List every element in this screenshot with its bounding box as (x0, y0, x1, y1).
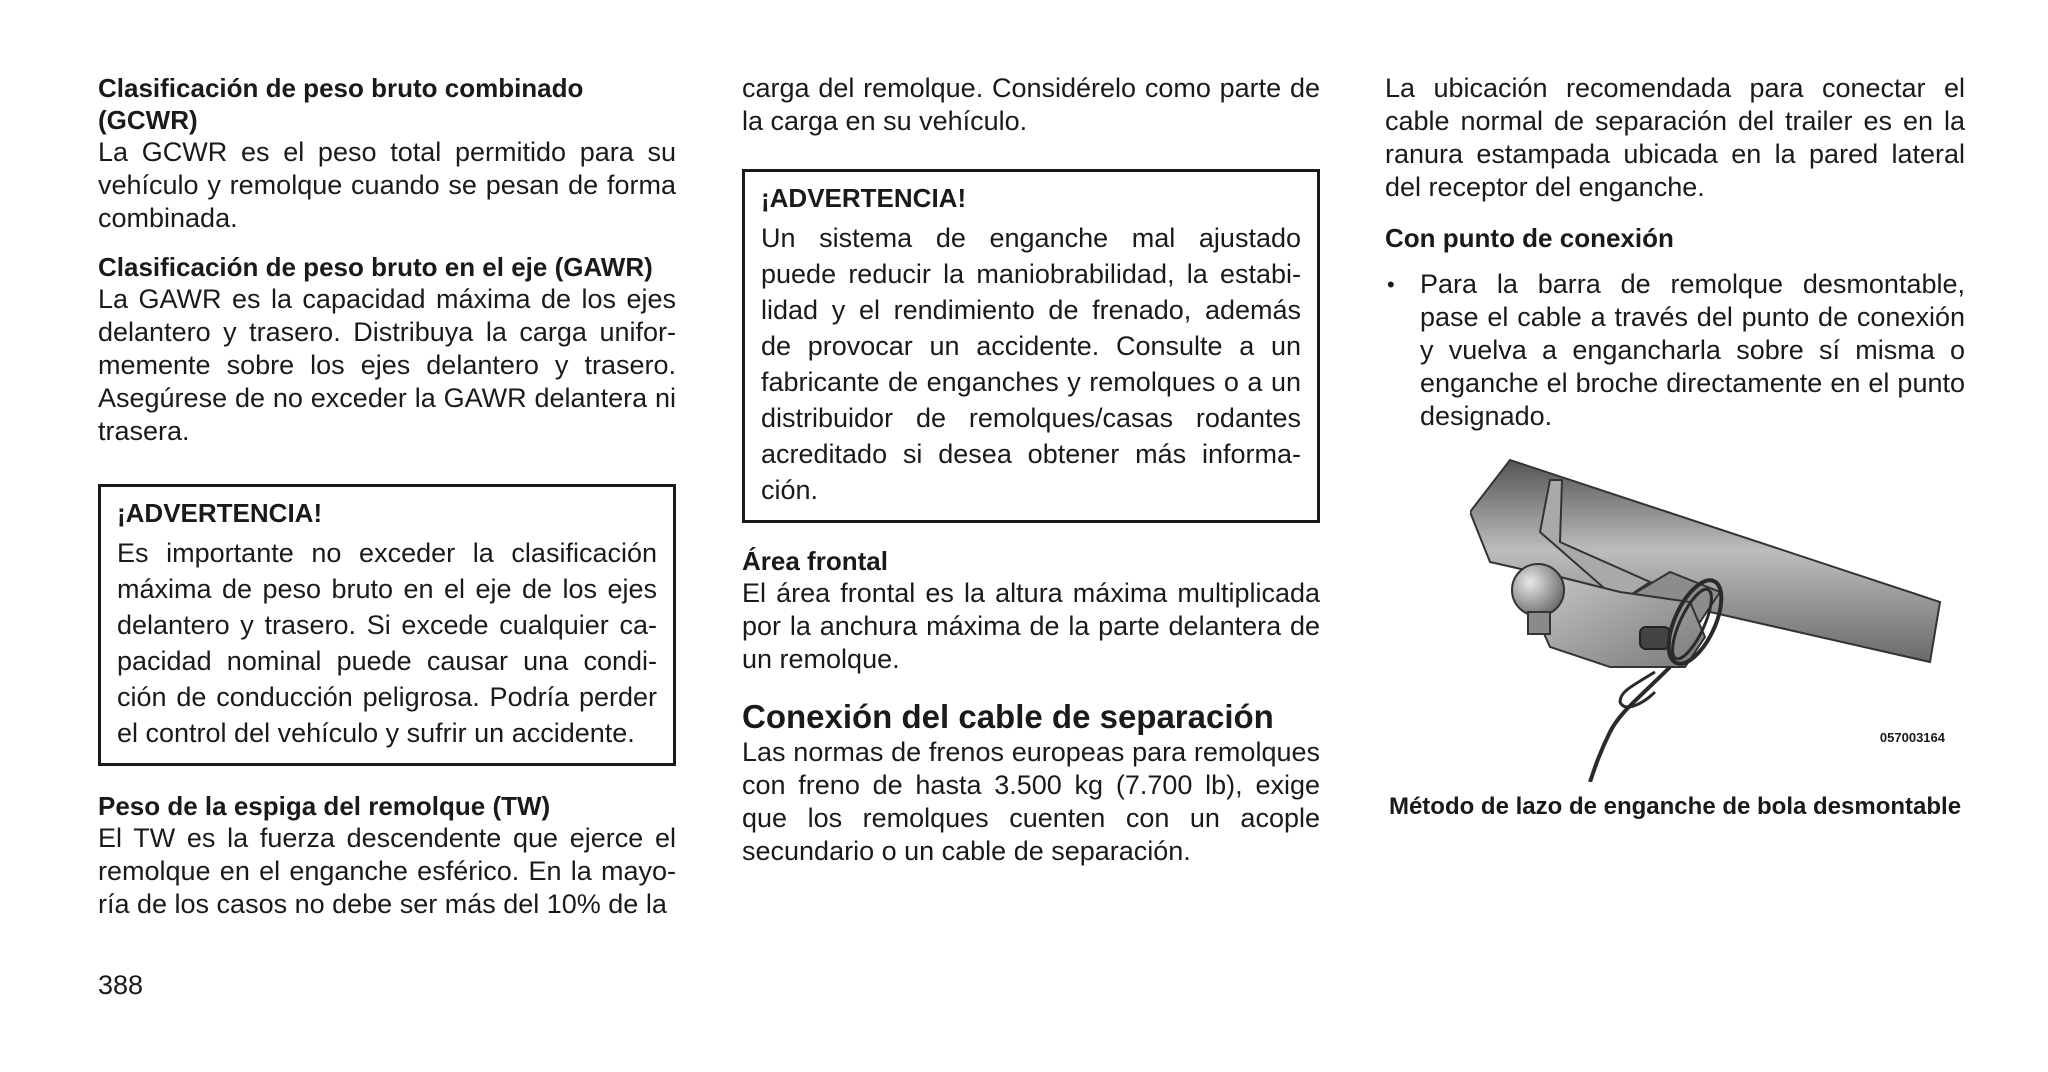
bullet-item (1385, 268, 1965, 433)
bullet-text: Para la barra de remolque desmontable, pase el cable a través del punto de conexión y vuelva a engancharla sobre sí misma o enganche el broche directamente en el punto designado. (1420, 269, 1965, 431)
page-number: 388 (98, 970, 144, 1000)
section-title: Conexión del cable de separación (742, 698, 1274, 735)
warning-box-hitch (742, 169, 1320, 523)
column-left (98, 72, 676, 921)
hitch-illustration (1470, 452, 1950, 782)
tw-paragraph: El TW es la fuerza descendente que ejerce el remolque en el enganche esférico. En la mayoría de los casos no debe ser más del 10% de la (98, 823, 676, 919)
continuation-paragraph: carga del remolque. Considérelo como parte de la carga en su vehículo. (742, 73, 1320, 136)
figure-code: 057003164 (1879, 730, 1945, 745)
figure-caption: Método de lazo de enganche de bola desmontable (1388, 793, 1962, 820)
column-right (1385, 72, 1965, 433)
gcwr-paragraph: La GCWR es el peso total permitido para su vehículo y remolque cuando se pesan de forma combinada. (98, 137, 676, 233)
warning-text: Es importante no exceder la clasificación máxima de peso bruto en el eje de los ejes delantero y trasero. Si excede cualquier capacidad nominal puede causar una condición de conducción peligrosa. Podría perder el control del vehículo y sufrir un accidente. (117, 538, 657, 748)
warning-title: ¡ADVERTENCIA! (117, 498, 323, 528)
warning-box-axle (98, 484, 676, 766)
connection-heading: Con punto de conexión (1385, 223, 1674, 253)
hitch-drawing (1470, 452, 1950, 782)
column-middle (742, 72, 1320, 868)
frontal-area-heading: Área frontal (742, 546, 888, 576)
section-paragraph: Las normas de frenos europeas para remolques con freno de hasta 3.500 kg (7.700 lb), exige que los remolques cuenten con un acople secundario o un cable de separación. (742, 737, 1320, 866)
gawr-paragraph: La GAWR es la capacidad máxima de los ejes delantero y trasero. Distribuya la carga uniformemente sobre los ejes delantero y trasero. Asegúrese de no exceder la GAWR delantera ni trasera. (98, 284, 676, 446)
warning-title: ¡ADVERTENCIA! (761, 183, 967, 213)
gawr-heading: Clasificación de peso bruto en el eje (GAWR) (98, 252, 653, 282)
frontal-area-paragraph: El área frontal es la altura máxima multiplicada por la anchura máxima de la parte delantera de un remolque. (742, 578, 1320, 674)
warning-text: Un sistema de enganche mal ajustado puede reducir la maniobrabilidad, la estabilidad y el rendimiento de frenado, además de provocar un accidente. Consulte a un fabricante de enganches y remolques o a un distribuidor de remolques/casas rodantes acreditado si desea obtener más información. (761, 223, 1301, 505)
gcwr-heading: Clasificación de peso bruto combinado (GCWR) (98, 73, 584, 135)
bullet-marker: • (1387, 272, 1395, 297)
intro-paragraph: La ubicación recomendada para conectar el cable normal de separación del trailer es en la ranura estampada ubicada en la pared lateral del receptor del enganche. (1385, 73, 1965, 202)
tw-heading: Peso de la espiga del remolque (TW) (98, 791, 551, 821)
